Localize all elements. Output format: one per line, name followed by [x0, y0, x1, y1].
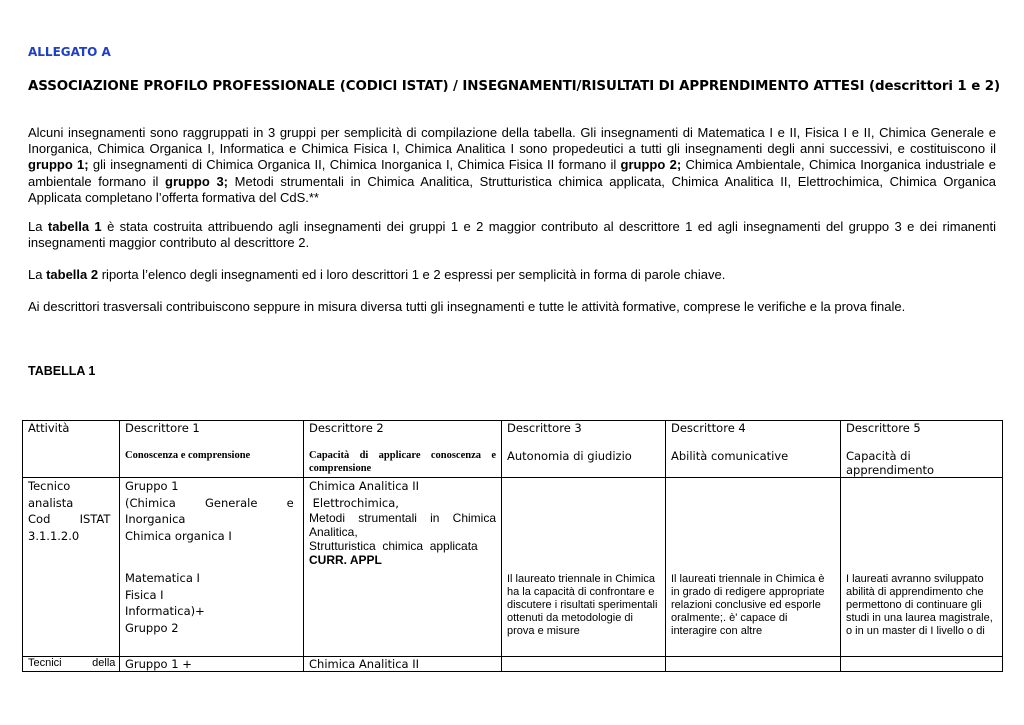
tabella-2-paragraph	[28, 267, 996, 283]
p2-text-c: è stata costruita attribuendo agli insegnamenti dei gruppi 1 e 2 maggior contributo al descrittore 1 ed agli insegnamenti del gruppo 3 e dei rimanenti insegnamenti maggior contributo al descrittore 2.	[28, 219, 996, 251]
descrittore-5-cell	[841, 657, 1003, 672]
table-row	[23, 478, 1003, 657]
activity-cell	[23, 478, 120, 657]
d2-line: Elettrochimica,	[309, 495, 399, 510]
d1-line: Gruppo 1 +	[125, 657, 192, 671]
header-cell	[23, 421, 120, 478]
d4-text: Il laureati triennale in Chimica è in grado di redigere appropriate relazioni conclusive ed esporle oralmente;. è' capace di interagire con altre	[671, 573, 825, 637]
table-header-row	[23, 421, 1003, 478]
spacer	[125, 544, 298, 570]
d1-line: Gruppo 1	[125, 479, 179, 493]
p3-tabella-2: tabella 2	[46, 267, 99, 282]
p3-text-c: riporta l’elenco degli insegnamenti ed i loro descrittori 1 e 2 espressi per semplicità in forma di parole chiave.	[98, 267, 726, 282]
descrittore-4-cell	[666, 478, 841, 657]
d2-line: Metodi strumentali in Chimica Analitica,	[309, 511, 496, 539]
table-row	[23, 657, 1003, 672]
descrittori-paragraph: Ai descrittori trasversali contribuiscono seppure in misura diversa tutti gli insegnamenti e tutte le attività formative, comprese le verifiche e la prova finale.	[28, 299, 906, 314]
d2-line: Chimica Analitica II	[309, 479, 420, 493]
d2-curr-appl: CURR. APPL	[309, 553, 382, 567]
header-cell	[841, 421, 1003, 478]
header-title: Descrittore 3	[507, 421, 582, 435]
header-subtitle: Capacità di applicare conoscenza e comprensione	[309, 450, 496, 474]
intro-paragraph	[28, 125, 996, 206]
d1-line: Chimica organica I	[125, 528, 232, 543]
header-title: Descrittore 1	[125, 421, 200, 435]
d2-line: Chimica Analitica II	[309, 657, 420, 671]
p2-tabella-1: tabella 1	[47, 219, 102, 234]
header-title: Attività	[28, 421, 70, 435]
header-subtitle: Conoscenza e comprensione	[125, 450, 251, 461]
descrittore-5-cell	[841, 478, 1003, 657]
activity-cell	[23, 657, 120, 672]
header-title: Descrittore 5	[846, 421, 921, 435]
p2-text-a: La	[28, 219, 48, 234]
d2-line: Strutturistica chimica applicata	[309, 539, 478, 553]
descrittore-4-cell	[666, 657, 841, 672]
intro-text-c: Chimica Ambientale, Chimica Inorganica industriale e ambientale formano il	[28, 157, 996, 189]
activity-line: Cod ISTAT	[28, 512, 111, 526]
intro-text-a: Alcuni insegnamenti sono raggruppati in 3 gruppi per semplicità di compilazione della tabella. Gli insegnamenti di Matematica I e II, Fisica I e II, Chimica Generale e Inorganica, Chimica Organica I, Informatica e Chimica Fisica I, Chimica Analitica I sono propedeutici a tutti gli insegnamenti degli anni successivi, e costituiscono il	[28, 125, 996, 157]
tabella-1-paragraph	[28, 219, 996, 251]
descrittore-1-cell	[120, 657, 304, 672]
allegato-label: ALLEGATO A	[28, 45, 111, 59]
intro-gruppo-2: gruppo 2;	[620, 157, 682, 173]
d1-line: Gruppo 2	[125, 620, 179, 635]
descrittore-3-cell	[502, 657, 666, 672]
d1-line: Fisica I	[125, 587, 164, 602]
descrittore-2-cell	[304, 478, 502, 657]
p3-text-a: La	[28, 267, 47, 282]
d1-line: Informatica)+	[125, 604, 205, 618]
intro-text-b: gli insegnamenti di Chimica Organica II, Chimica Inorganica I, Chimica Fisica II formano il	[88, 157, 621, 173]
header-cell	[502, 421, 666, 478]
intro-text-d: Metodi strumentali in Chimica Analitica, Strutturistica chimica applicata, Chimica Analitica II, Elettrochimica, Chimica Organica Applicata completano l’offerta formativa del CdS.**	[28, 173, 996, 205]
intro-gruppo-1: gruppo 1;	[28, 157, 89, 173]
d1-line: Matematica I	[125, 571, 200, 585]
d3-text: Il laureato triennale in Chimica ha la capacità di confrontare e discutere i risultati sperimentali ottenuti da metodologie di prova e misure	[507, 573, 658, 637]
header-subtitle: Autonomia di giudizio	[507, 449, 632, 463]
descrittore-3-cell	[502, 478, 666, 657]
header-title: Descrittore 4	[671, 421, 746, 435]
activity-line: 3.1.1.2.0	[28, 528, 80, 543]
d5-text: I laureati avranno sviluppato abilità di apprendimento che permettono di continuare gli studi in una laurea magistrale, o in un master di I livello o di	[846, 573, 993, 637]
header-subtitle: Abilità comunicative	[671, 449, 789, 463]
tabella-1	[22, 420, 1003, 672]
descrittore-2-cell	[304, 657, 502, 672]
descrittore-1-cell	[120, 478, 304, 657]
intro-gruppo-3: gruppo 3;	[165, 173, 229, 189]
page-title: ASSOCIAZIONE PROFILO PROFESSIONALE (CODICI ISTAT) / INSEGNAMENTI/RISULTATI DI APPRENDIMENTO ATTESI (descrittori 1 e 2)	[28, 79, 1000, 94]
d1-line: (Chimica Generale e	[125, 495, 294, 510]
activity-line: Tecnico analista	[28, 479, 74, 510]
header-title: Descrittore 2	[309, 421, 384, 435]
header-cell	[120, 421, 304, 478]
header-cell	[304, 421, 502, 478]
table-label: TABELLA 1	[28, 364, 96, 378]
d1-line: Inorganica	[125, 512, 186, 526]
activity-line: Tecnici della	[28, 657, 116, 669]
header-subtitle: Capacità di apprendimento	[846, 449, 935, 477]
header-cell	[666, 421, 841, 478]
